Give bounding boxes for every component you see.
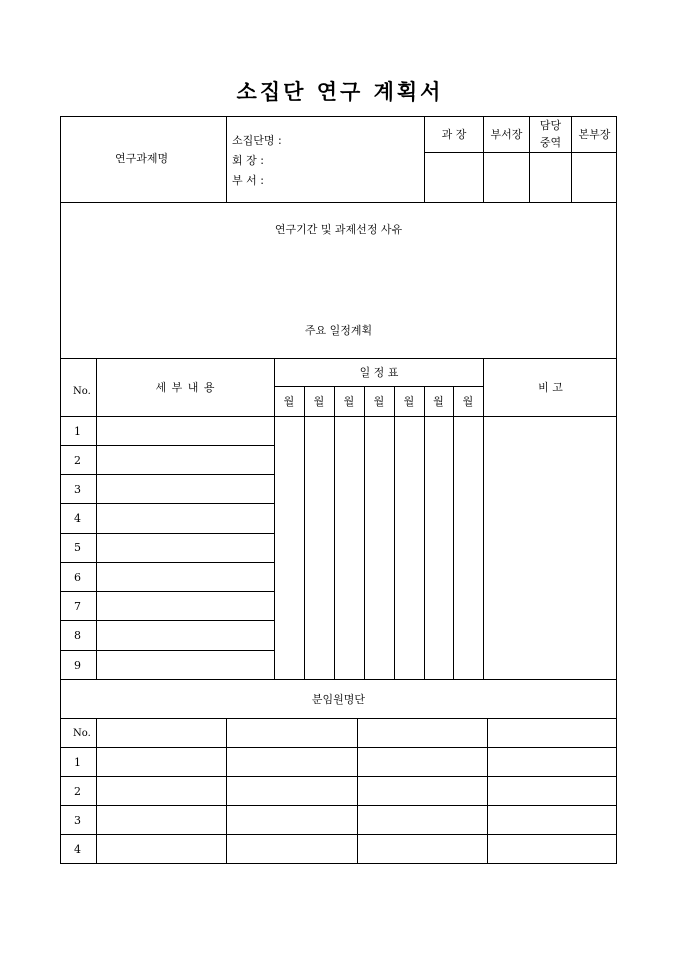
members-row-number: 3 bbox=[74, 814, 81, 827]
approval-officer-line1: 담당 bbox=[539, 119, 562, 132]
month-label: 월 bbox=[343, 395, 355, 408]
sched-row-number: 6 bbox=[74, 571, 81, 584]
page-title: 소집단 연구 계획서 bbox=[236, 79, 444, 104]
schedule-top-line bbox=[60, 358, 617, 359]
month-label: 월 bbox=[462, 395, 474, 408]
sched-row-line bbox=[60, 562, 275, 563]
header-bottom-line bbox=[60, 202, 617, 203]
sched-row-number: 5 bbox=[74, 541, 81, 554]
month-label: 월 bbox=[433, 395, 444, 408]
sched-row-line bbox=[60, 620, 275, 621]
sched-schedule-label: 일 정 표 bbox=[359, 366, 399, 379]
sched-row-number: 9 bbox=[74, 659, 81, 672]
sched-row-line bbox=[60, 445, 275, 446]
header-divider bbox=[226, 116, 227, 202]
sched-row-number: 4 bbox=[74, 512, 81, 525]
approval-title-line bbox=[424, 152, 617, 153]
plan-form bbox=[60, 116, 617, 864]
members-row-line bbox=[60, 747, 617, 748]
month-col-3 bbox=[364, 386, 365, 680]
project-name-label: 연구과제명 bbox=[115, 152, 169, 165]
sched-row-number: 7 bbox=[74, 600, 81, 613]
approval-section-chief: 과 장 bbox=[441, 128, 467, 141]
month-label: 월 bbox=[283, 395, 295, 408]
month-label: 월 bbox=[313, 395, 325, 408]
sched-col-remarks bbox=[483, 358, 484, 680]
members-top-line bbox=[60, 718, 617, 719]
sched-row-number: 2 bbox=[74, 454, 81, 467]
month-col-6 bbox=[453, 386, 454, 680]
members-row-number: 1 bbox=[74, 756, 81, 769]
sched-bottom-line bbox=[60, 679, 617, 680]
members-heading: 분임원명단 bbox=[311, 693, 366, 706]
chair-label: 회 장 : bbox=[232, 154, 264, 167]
month-label: 월 bbox=[373, 395, 385, 408]
month-label: 월 bbox=[403, 395, 415, 408]
sched-header-bottom-line bbox=[60, 416, 483, 417]
approval-hq-head: 본부장 bbox=[578, 128, 611, 141]
month-col-2 bbox=[334, 386, 335, 680]
sched-detail-label: 세 부 내 용 bbox=[155, 381, 216, 394]
sched-row-line bbox=[60, 533, 275, 534]
members-col-2 bbox=[226, 718, 227, 864]
members-col-3 bbox=[357, 718, 358, 864]
sched-schedule-title-line bbox=[274, 386, 483, 387]
border-top bbox=[60, 116, 617, 117]
members-row-line bbox=[60, 776, 617, 777]
sched-row-number: 3 bbox=[74, 483, 81, 496]
sched-row-line bbox=[60, 650, 275, 651]
sched-row-line bbox=[60, 503, 275, 504]
group-name-label: 소집단명 : bbox=[232, 134, 282, 147]
members-col-no bbox=[96, 718, 97, 864]
sched-col-no bbox=[96, 358, 97, 680]
members-row-line bbox=[60, 805, 617, 806]
sched-row-number: 8 bbox=[74, 629, 81, 642]
sched-remarks-header-line bbox=[483, 416, 617, 417]
schedule-heading: 주요 일정계획 bbox=[304, 324, 373, 337]
approval-dept-head: 부서장 bbox=[490, 128, 523, 141]
sched-no-label: No. bbox=[73, 386, 91, 397]
members-row-number: 2 bbox=[74, 785, 81, 798]
dept-label: 부 서 : bbox=[232, 174, 264, 187]
members-no-label: No. bbox=[73, 728, 91, 739]
sched-row-line bbox=[60, 591, 275, 592]
sched-row-line bbox=[60, 474, 275, 475]
month-col-1 bbox=[304, 386, 305, 680]
border-bottom bbox=[60, 863, 617, 864]
members-row-number: 4 bbox=[74, 843, 81, 856]
month-col-4 bbox=[394, 386, 395, 680]
period-reason-heading: 연구기간 및 과제선정 사유 bbox=[274, 223, 403, 236]
members-row-line bbox=[60, 834, 617, 835]
approval-officer-line2: 중역 bbox=[539, 136, 562, 149]
sched-row-number: 1 bbox=[74, 425, 81, 438]
sched-remarks-label: 비 고 bbox=[538, 381, 563, 394]
month-col-5 bbox=[424, 386, 425, 680]
members-col-4 bbox=[487, 718, 488, 864]
